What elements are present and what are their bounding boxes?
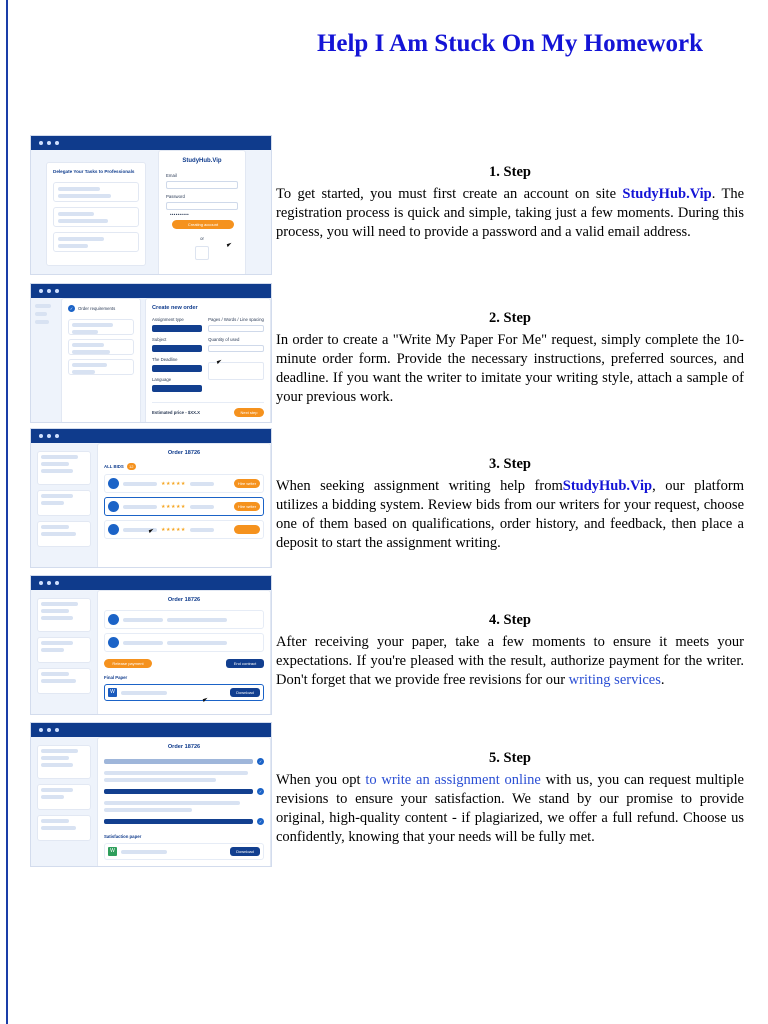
step-3-text [276,477,744,553]
step-4-text [276,633,744,690]
text-run: In order to create a "Write My Paper For Me" request, simply complete the 10-minute order form. Provide the necessary instructions, preferred sources, and deadline. If you want the writer to imitate your writing style, attach a sample of your previous work. [276,332,744,405]
email-label: Email [166,173,177,178]
text-run: . [660,672,665,688]
estimated-price: Estimated price - $XX.X [152,409,201,415]
avatar [108,524,119,535]
rating-stars: ★★★★★ [161,503,186,510]
hire-writer-button[interactable]: Hire writer [234,479,260,488]
avatar [108,637,119,648]
sources-input[interactable] [208,345,264,352]
create-account-button[interactable]: Creating account [172,220,234,229]
step-5-text [276,771,744,847]
step-2-heading: 2. Step [489,310,531,326]
deadline-label: The Deadline [152,357,178,362]
assignment-type-select[interactable] [152,325,202,332]
step-1-heading: 1. Step [489,164,531,180]
rating-stars: ★★★★★ [161,480,186,487]
pages-input[interactable] [208,325,264,332]
final-paper-label: Final Paper [104,675,128,680]
screenshot-step-4 [30,575,272,715]
avatar [108,478,119,489]
next-step-button[interactable]: Next step [234,408,264,417]
screenshot-step-3 [30,428,272,568]
subject-label: Subject [152,337,167,342]
rating-stars: ★★★★★ [161,526,186,533]
step-5-block [276,750,744,847]
shot1-brand: StudyHub.Vip [182,158,222,164]
text-run: After receiving your paper, take a few moments to ensure it meets your expectations. If you're pleased with the result, authorize payment for the writer. Don't forget that we provide free revisions for our [276,634,744,688]
check-icon: ✓ [258,759,263,764]
window-titlebar [31,284,271,298]
step-5-heading: 5. Step [489,750,531,766]
text-run: with us, you can request multiple revisions to ensure your satisfaction. We stand by our promise to provide original, high-quality content - if plagiarized, we offer a full refund. Choose us confidently, knowing that your needs will be fully met. [276,772,744,845]
window-titlebar [31,429,271,443]
order-requirements-label: Order requirements [78,305,116,311]
download-button[interactable]: Download [230,688,260,697]
word-document-icon: W [108,688,117,697]
deadline-select[interactable] [152,365,202,372]
step-4-block [276,612,744,690]
text-run: . The registration process is quick and simple, taking just a few moments. During this process, you will need to provide a password and a valid email address. [276,186,745,240]
order-title: Order 18726 [167,450,201,456]
step-1-block [276,164,744,242]
satisfaction-paper-label: Satisfaction paper [104,834,142,839]
window-titlebar [31,136,271,150]
order-title: Order 18726 [167,744,201,750]
password-label: Password [166,194,185,199]
brand-link[interactable]: StudyHub.Vip [622,186,712,202]
bids-count-badge: 12 [127,463,136,470]
assignment-type-label: Assignment type [152,317,184,322]
check-icon: ✓ [258,819,263,824]
hire-writer-button[interactable] [234,525,260,534]
screenshot-step-5 [30,722,272,867]
screenshot-step-2 [30,283,272,423]
left-margin-rule [6,0,8,1024]
subject-select[interactable] [152,345,202,352]
pages-label: Pages / Words / Line spacing [208,317,264,322]
release-payment-button[interactable]: Release payment [104,659,152,668]
step-3-block [276,456,744,553]
brand-link[interactable]: StudyHub.Vip [562,478,653,494]
avatar [108,501,119,512]
shot1-left-heading: Delegate Your Tasks to Professionals [53,169,135,174]
step-1-text [276,185,744,242]
step-2-text [276,331,744,407]
step-3-heading: 3. Step [489,456,531,472]
text-run: When you opt [276,772,366,788]
text-run: To get started, you must first create an account on site [276,186,623,202]
end-contract-button[interactable]: End contract [226,659,264,668]
all-bids-label: ALL BIDS [104,463,124,469]
selected-bid-row[interactable] [104,497,264,516]
download-button[interactable]: Download [230,847,260,856]
inline-link[interactable]: writing services [568,672,661,688]
text-run: When seeking assignment writing help from [276,478,563,494]
create-new-order-header: Create new order [152,305,198,311]
text-run: , our platform utilizes a bidding system. Review bids from our writers for your request, choose one of them based on qualifications, order history, and feedback, then place a deposit to start the assignment writing. [276,478,744,551]
avatar [108,614,119,625]
document-icon: W [108,847,117,856]
email-field[interactable] [166,181,238,189]
or-label: or [200,236,204,241]
password-field[interactable]: •••••••••• [170,212,190,217]
page-title: Help I Am Stuck On My Homework [316,30,704,57]
step-2-block [276,310,744,407]
step-4-heading: 4. Step [489,612,531,628]
sources-label: Quantity of used [208,337,240,342]
window-titlebar [31,576,271,590]
google-signin-icon[interactable] [195,246,209,260]
language-label: Language [152,377,172,382]
check-icon: ✓ [69,306,74,311]
inline-link[interactable]: to write an assignment online [365,772,541,788]
check-icon: ✓ [258,789,263,794]
hire-writer-button[interactable]: Hire writer [234,502,260,511]
language-select[interactable] [152,385,202,392]
screenshot-step-1 [30,135,272,275]
window-titlebar [31,723,271,737]
order-title: Order 18726 [167,597,201,603]
